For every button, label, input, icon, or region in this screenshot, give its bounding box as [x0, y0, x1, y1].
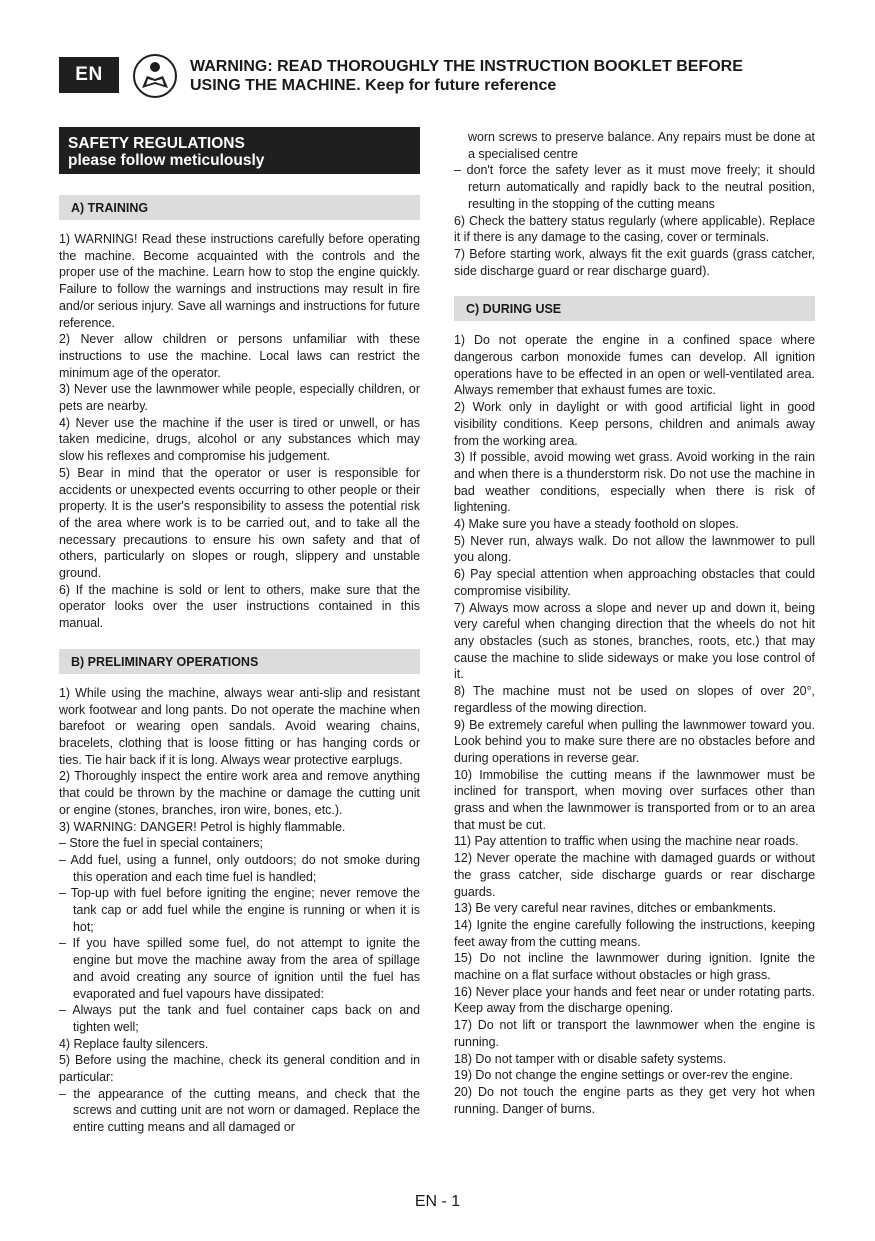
during-use-item: 18) Do not tamper with or disable safety systems.	[454, 1051, 727, 1066]
read-manual-icon	[133, 54, 177, 98]
preliminary-item: 2) Thoroughly inspect the entire work area and remove anything that could be thrown by the machine or damage the cutting unit or engine (stones, branches, iron wire, bones, etc.).	[59, 769, 420, 817]
during-use-item: 2) Work only in daylight or with good artificial light in good visibility conditions. Keep persons, children and animals away from the working area.	[454, 400, 815, 448]
preliminary-item: 5) Before using the machine, check its general condition and in particular:	[59, 1053, 420, 1085]
preliminary-dash-item: – If you have spilled some fuel, do not attempt to ignite the engine but move the machine away from the area of spillage and avoid creating any source of ignition until the fuel has evaporated and fuel vapours have dissipated:	[59, 936, 420, 1001]
safety-subtitle: please follow meticulously	[68, 152, 265, 169]
warning-title	[190, 57, 830, 95]
during-use-item: 6) Pay special attention when approaching obstacles that could compromise visibility.	[454, 567, 815, 598]
during-use-item: 11) Pay attention to traffic when using the machine near roads.	[454, 834, 799, 849]
preliminary-dash-continued: worn screws to preserve balance. Any repairs must be done at a specialised centre	[468, 130, 815, 161]
during-use-item: 9) Be extremely careful when pulling the lawnmower toward you. Look behind you to make sure there are no obstacles before and during operations in reverse gear.	[454, 717, 815, 765]
training-item: 6) If the machine is sold or lent to others, make sure that the operator looks over the user instructions contained in this manual.	[59, 582, 420, 631]
left-column	[59, 127, 420, 1136]
warning-line-2: USING THE MACHINE. Keep for future reference	[190, 77, 557, 94]
preliminary-item: 1) While using the machine, always wear anti-slip and resistant work footwear and long pants. Do not operate the machine when barefoot or wearing open sandals. Avoid wearing chains, bracelets, clothing that is loose fitting or has hanging cords or ties. Tie hair back if it is long. Always wear protective earplugs.	[59, 685, 420, 767]
during-use-item: 13) Be very careful near ravines, ditches or embankments.	[454, 901, 777, 916]
during-use-item: 15) Do not incline the lawnmower during ignition. Ignite the machine on a flat surface without obstacles or high grass.	[454, 951, 815, 983]
during-use-heading: C) DURING USE	[454, 296, 815, 321]
during-use-item: 17) Do not lift or transport the lawnmower when the engine is running.	[454, 1018, 815, 1049]
during-use-list	[454, 332, 815, 1117]
training-item: 5) Bear in mind that the operator or user is responsible for accidents or unexpected events occurring to other people or their property. It is the user's responsibility to assess the potential risk of the area where work is to be carried out, and to take all the necessary precautions to ensure his own safety and that of others, particularly on slopes or rough, slippery and unstable ground.	[59, 465, 420, 581]
during-use-item: 8) The machine must not be used on slopes of over 20°, regardless of the mowing direction.	[454, 684, 815, 715]
preliminary-dash-item: – Store the fuel in special containers;	[59, 836, 263, 851]
warning-line-1: WARNING: READ THOROUGHLY THE INSTRUCTION BOOKLET BEFORE	[190, 58, 743, 75]
during-use-item: 3) If possible, avoid mowing wet grass. Avoid working in the rain and when there is a thunderstorm risk. Do not use the machine in bad weather conditions, especially when there is risk of lightening.	[454, 450, 815, 515]
right-column	[454, 129, 815, 1117]
preliminary-list	[59, 685, 420, 1136]
safety-regulations-box	[59, 127, 420, 174]
during-use-item: 4) Make sure you have a steady foothold on slopes.	[454, 517, 739, 532]
preliminary-item: 4) Replace faulty silencers.	[59, 1036, 209, 1051]
during-use-item: 7) Always mow across a slope and never up and down it, being very careful when changing direction that the wheels do not hit any obstacles (such as stones, branches, roots, etc.) that may cause the machine to slide sideways or make you lose control of it.	[454, 600, 815, 682]
training-item: 1) WARNING! Read these instructions carefully before operating the machine. Become acquainted with the controls and the proper use of the machine. Learn how to stop the engine quickly. Failure to follow the warnings and instructions may result in fire and/or serious injury. Save all warnings and instructions for future reference.	[59, 232, 420, 330]
training-item: 2) Never allow children or persons unfamiliar with these instructions to use the machine. Local laws can restrict the minimum age of the operator.	[59, 332, 420, 380]
during-use-item: 12) Never operate the machine with damaged guards or without the grass catcher, side discharge guards or rear discharge guards.	[454, 851, 815, 899]
training-list	[59, 231, 420, 632]
during-use-item: 1) Do not operate the engine in a confined space where dangerous carbon monoxide fumes can develop. All ignition operations have to be effected in an open or well-ventilated area. Always remember that exhaust fumes are toxic.	[454, 333, 815, 398]
during-use-item: 20) Do not touch the engine parts as they get very hot when running. Danger of burns.	[454, 1084, 815, 1116]
preliminary-dash-item: – Always put the tank and fuel container caps back on and tighten well;	[59, 1003, 420, 1034]
preliminary-heading: B) PRELIMINARY OPERATIONS	[59, 649, 420, 674]
preliminary-dash-item: – Top-up with fuel before igniting the engine; never remove the tank cap or add fuel while the engine is running or when it is hot;	[59, 886, 420, 934]
preliminary-dash-item: – don't force the safety lever as it must move freely; it should return automatically and rapidly back to the neutral position, resulting in the stopping of the cutting means	[454, 163, 815, 211]
preliminary-item: 3) WARNING: DANGER! Petrol is highly flammable.	[59, 819, 346, 834]
training-heading: A) TRAINING	[59, 195, 420, 220]
safety-title: SAFETY REGULATIONS	[68, 135, 245, 152]
training-item: 3) Never use the lawnmower while people, especially children, or pets are nearby.	[59, 382, 420, 414]
preliminary-item: 6) Check the battery status regularly (where applicable). Replace it if there is any damage to the casing, cover or terminals.	[454, 213, 815, 245]
preliminary-item: 7) Before starting work, always fit the exit guards (grass catcher, side discharge guard or rear discharge guard).	[454, 246, 815, 278]
preliminary-dash-item: – the appearance of the cutting means, and check that the screws and cutting unit are not worn or damaged. Replace the entire cutting means and all damaged or	[59, 1086, 420, 1135]
page-number: EN - 1	[414, 1193, 461, 1210]
during-use-item: 5) Never run, always walk. Do not allow the lawnmower to pull you along.	[454, 533, 815, 565]
during-use-item: 19) Do not change the engine settings or over-rev the engine.	[454, 1068, 793, 1083]
language-badge: EN	[59, 57, 119, 93]
training-item: 4) Never use the machine if the user is tired or unwell, or has taken medicine, drugs, alcohol or any substances which may slow his reflexes and compromise his judgement.	[59, 415, 420, 464]
during-use-item: 16) Never place your hands and feet near or under rotating parts. Keep away from the discharge opening.	[454, 984, 815, 1016]
during-use-item: 10) Immobilise the cutting means if the lawnmower must be inclined for transport, when moving over surfaces other than grass and when the lawnmower is transported from or to an area that must be cut.	[454, 767, 815, 832]
preliminary-dash-item: – Add fuel, using a funnel, only outdoors; do not smoke during this operation and each time fuel is handled;	[59, 852, 420, 884]
during-use-item: 14) Ignite the engine carefully following the instructions, keeping feet away from the cutting means.	[454, 917, 815, 949]
